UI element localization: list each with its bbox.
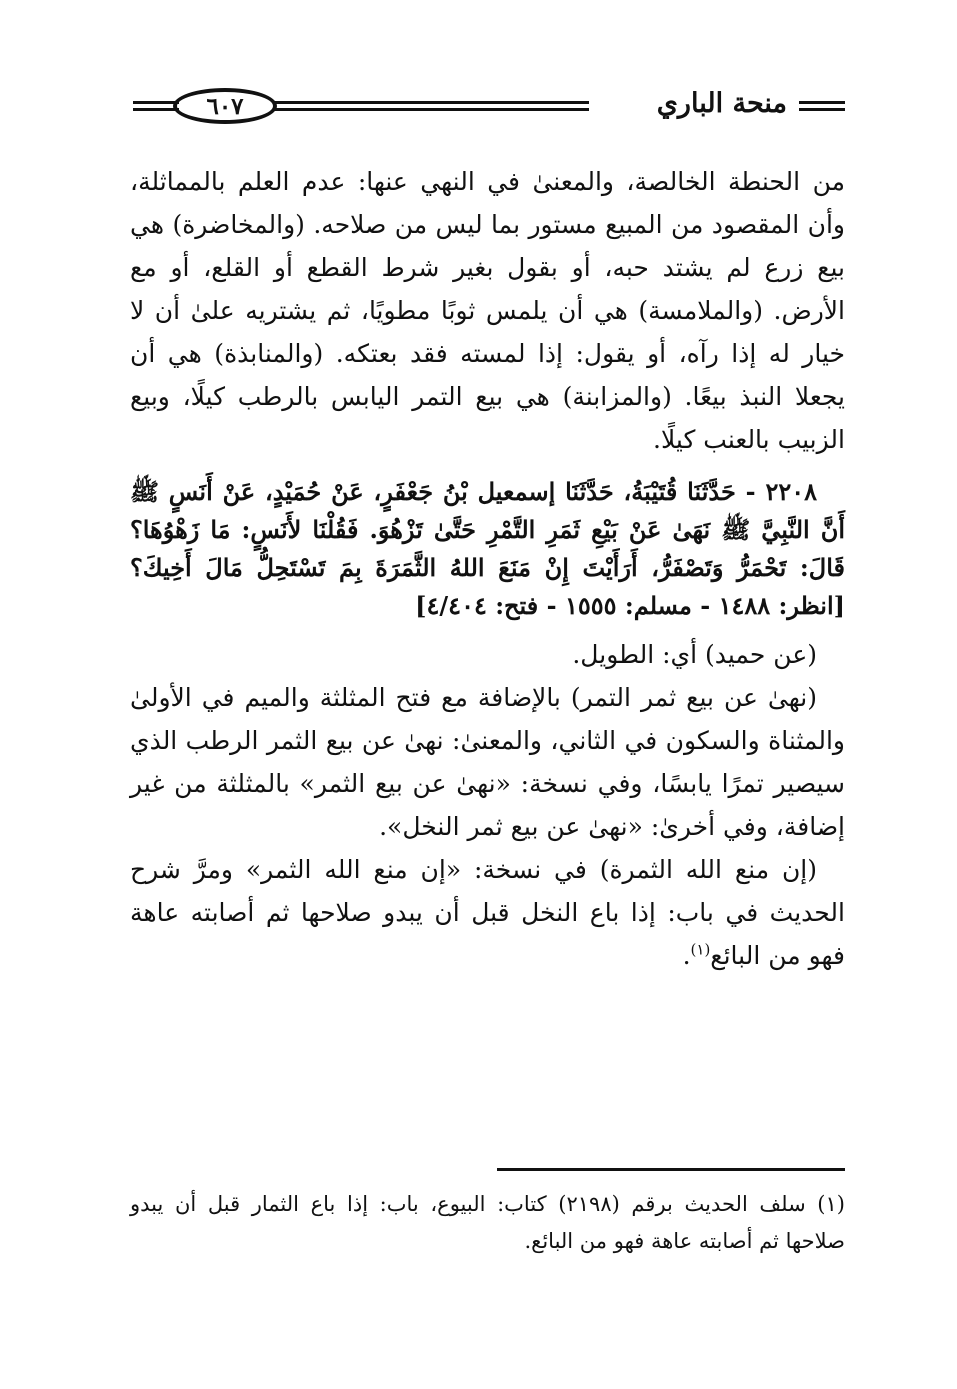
footnote-ref: (١) (690, 940, 711, 959)
header-rule-left (133, 101, 179, 115)
header-rule-middle (257, 101, 589, 115)
paragraph-commentary-1: من الحنطة الخالصة، والمعنىٰ في النهي عنها: عدم العلم بالمماثلة، وأن المقصود من المبيع مستور بما ليس من صلاحه. (والمخاضرة) هي بيع زرع لم يشتد حبه، أو بقول بغير شرط القطع أو القلع، أو مع الأرض. (والملامسة) هي أن يلمس ثوبًا مطويًا، ثم يشتريه علىٰ أن لا خيار له إذا رآه، أو يقول: إذا لمسته فقد بعتكه. (والمنابذة) هي أن يجعلا النبذ بيعًا. (والمزابنة) هي بيع التمر اليابس بالرطب كيلًا، وبيع الزبيب بالعنب كيلًا. (130, 167, 845, 454)
footnotes (130, 1186, 845, 1260)
header-rule-right (799, 101, 845, 115)
page-number: ٦٠٧ (173, 88, 277, 124)
paragraph-commentary-2: (عن حميد) أي: الطويل. (572, 640, 817, 669)
paragraph-4-end: . (682, 941, 691, 970)
paragraph-4-text: (إن منع الله الثمرة) في نسخة: «إن منع الله الثمر» ومرَّ شرح الحديث في باب: إذا باع النخل قبل أن يبدو صلاحها ثم أصابته عاهة فهو من البائع (130, 855, 845, 970)
page-header (133, 88, 845, 130)
hadith-text: ٢٢٠٨ - حَدَّثَنَا قُتَيْبَةُ، حَدَّثَنَا إسمعيل بْنُ جَعْفَرٍ، عَنْ حُمَيْدٍ، عَنْ أَنَسٍ ﷺ أَنَّ النَّبِيَّ ﷺ نَهَىٰ عَنْ بَيْعِ ثَمَرِ التَّمْرِ حَتَّىٰ تَزْهُوَ. فَقُلْنَا لأَنَسٍ: مَا زَهْوُهَا؟ قَالَ: تَحْمَرُّ وَتَصْفَرُّ، أَرَأَيْتَ إِنْ مَنَعَ اللهُ الثَّمَرَةَ بِمَ تَسْتَحِلُّ مَالَ أَخِيكَ؟ [انظر: ١٤٨٨ - مسلم: ١٥٥٥ - فتح: ٤/٤٠٤] (130, 477, 845, 620)
main-text (130, 160, 845, 977)
running-title: منحة الباري (656, 88, 787, 119)
paragraph-commentary-4 (130, 848, 845, 977)
footnote-separator (497, 1168, 845, 1171)
paragraph-commentary-3: (نهىٰ عن بيع ثمر التمر) بالإضافة مع فتح المثلثة والميم في الأولىٰ والمثناة والسكون في الثاني، والمعنىٰ: نهىٰ عن بيع الثمر الرطب الذي سيصير تمرًا يابسًا، وفي نسخة: «نهىٰ عن بيع الثمر» بالمثلثة من غير إضافة، وفي أخرىٰ: «نهىٰ عن بيع ثمر النخل». (130, 683, 845, 841)
footnote-1: (١) سلف الحديث برقم (٢١٩٨) كتاب: البيوع، باب: إذا باع الثمار قبل أن يبدو صلاحها ثم أصابته عاهة فهو من البائع. (130, 1192, 845, 1253)
